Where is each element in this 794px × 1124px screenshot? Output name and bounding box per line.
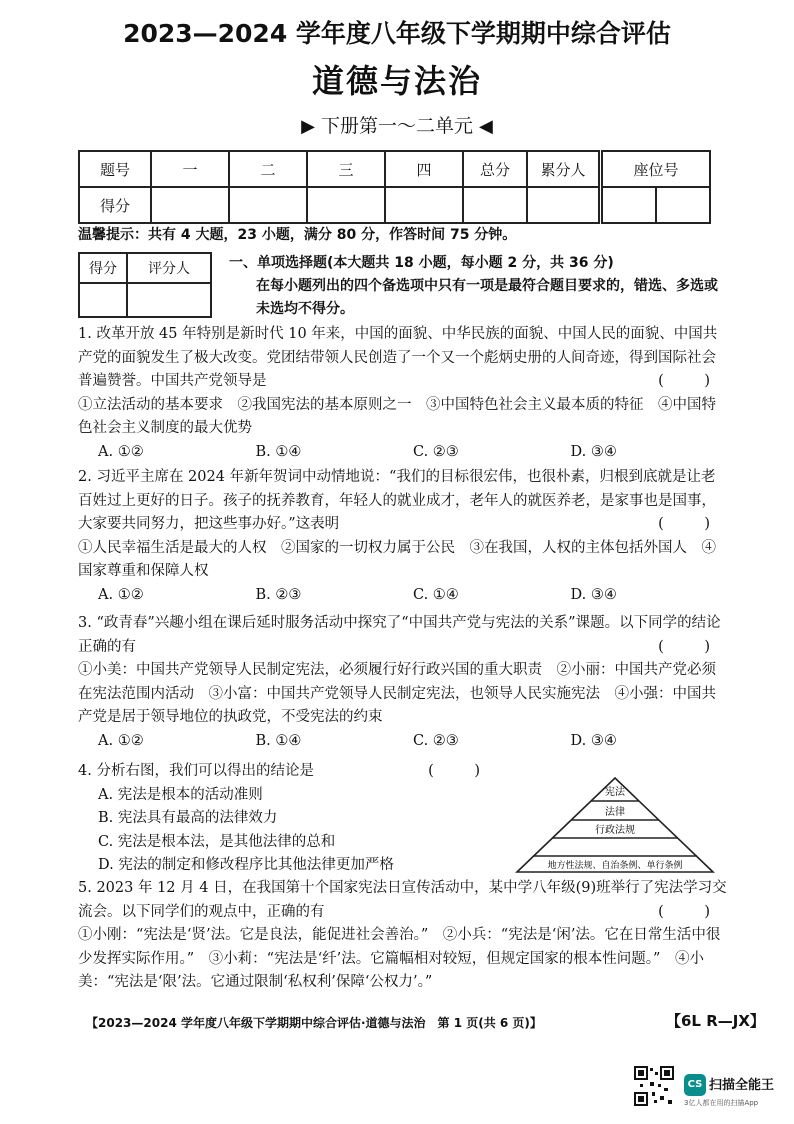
- option-a[interactable]: A. ①②: [98, 443, 144, 460]
- option-b[interactable]: B. ①④: [255, 732, 302, 749]
- options-row: [78, 441, 728, 465]
- score-cell: 一: [151, 151, 229, 187]
- question-3: [78, 612, 728, 753]
- option-b[interactable]: B. 宪法具有最高的法律效力: [98, 810, 278, 826]
- scanner-app-tagline: 3亿人都在用的扫描App: [684, 1099, 759, 1107]
- unit-text: 下册第一～二单元: [320, 115, 473, 137]
- section-instructions: 在每小题列出的四个备选项中只有一项是最符合题目要求的，错选、多选或未选均不得分。: [256, 278, 718, 317]
- score-cell: 二: [229, 151, 307, 187]
- answer-bracket[interactable]: ( ): [428, 763, 498, 779]
- option-b[interactable]: B. ②③: [255, 586, 302, 603]
- score-cell: 四: [385, 151, 463, 187]
- unit-label: [0, 111, 794, 138]
- question-statements: ①小美：中国共产党领导人民制定宪法，必须履行好行政兴国的重大职责 ②小丽：中国共产党必须在宪法范围内活动 ③小富：中国共产党领导人民制定宪法，也领导人民实施宪法 ④小强：中国共产党是居于领导地位的执政党，不受宪法的约束: [78, 662, 716, 725]
- exam-code: 【6L R—JX】: [666, 1012, 765, 1030]
- grader-table: [78, 252, 212, 318]
- question-stem: 2. 习近平主席在 2024 年新年贺词中动情地说：“我们的目标很宏伟，也很朴素，归根到底就是让老百姓过上更好的日子。孩子的抚养教育，年轻人的就业成才，老年人的就医养老，是家事也是国事，大家要共同努力，把这些事办好。”这表明: [78, 469, 716, 532]
- camscanner-logo-icon: CS: [684, 1074, 706, 1096]
- option-b[interactable]: B. ①④: [255, 443, 302, 460]
- grader-name-label: 评分人: [127, 253, 211, 283]
- question-statements: ①小刚：“宪法是‘贤’法。它是良法，能促进社会善治。” ②小兵：“宪法是‘闲’法。它在日常生活中很少发挥实际作用。” ③小莉：“宪法是‘纤’法。它篇幅相对较短，但规定国家的根本性问题。” ④小美：“宪法是‘限’法。它通过限制‘私权利’保障‘公权力’。”: [78, 927, 721, 990]
- seat-label: 座位号: [602, 151, 710, 187]
- seat-table: [601, 150, 711, 224]
- pyramid-level-3: 行政法规: [595, 825, 635, 836]
- question-4: [78, 760, 498, 878]
- score-cell: 题号: [79, 151, 151, 187]
- score-table-header-row: [79, 151, 599, 187]
- question-stem: 3. “政青春”兴趣小组在课后延时服务活动中探究了“中国共产党与宪法的关系”课题。以下同学的结论正确的有: [78, 615, 721, 655]
- score-input-cell[interactable]: [463, 187, 527, 223]
- question-stem: 4. 分析右图，我们可以得出的结论是: [78, 763, 314, 779]
- section-title: 一、单项选择题(本大题共 18 小题，每小题 2 分，共 36 分): [229, 255, 614, 271]
- option-c[interactable]: C. ②③: [413, 732, 459, 749]
- triangle-left-icon: ◀: [479, 116, 493, 137]
- seat-input-cell[interactable]: [602, 187, 656, 223]
- answer-bracket[interactable]: ( ): [658, 638, 728, 655]
- triangle-right-icon: ▶: [301, 116, 315, 137]
- option-c[interactable]: C. ①④: [413, 586, 459, 603]
- score-input-cell[interactable]: [307, 187, 385, 223]
- grader-score-label: 得分: [79, 253, 127, 283]
- pyramid-level-2: 法律: [605, 807, 625, 818]
- option-a[interactable]: A. 宪法是根本的活动准则: [98, 786, 263, 803]
- option-a[interactable]: A. ①②: [98, 586, 144, 603]
- option-d[interactable]: D. ③④: [570, 443, 617, 460]
- score-cell: 累分人: [527, 151, 599, 187]
- options-row: [78, 730, 728, 754]
- question-2: [78, 466, 728, 607]
- options-row: [78, 584, 728, 608]
- question-1: [78, 323, 728, 464]
- score-table: [78, 150, 600, 224]
- score-input-cell[interactable]: [527, 187, 599, 223]
- question-stem: 1. 改革开放 45 年特别是新时代 10 年来，中国的面貌、中华民族的面貌、中国人民的面貌、中国共产党的面貌发生了极大改变。党团结带领人民创造了一个又一个彪炳史册的人间奇迹，得到国际社会普遍赞誉。中国共产党领导是: [78, 326, 718, 389]
- score-input-cell[interactable]: [385, 187, 463, 223]
- exam-tip: 温馨提示：共有 4 大题，23 小题，满分 80 分，作答时间 75 分钟。: [78, 227, 517, 243]
- subject-title: 道德与法治: [311, 62, 482, 100]
- option-d[interactable]: D. ③④: [570, 732, 617, 749]
- answer-bracket[interactable]: ( ): [658, 373, 728, 389]
- scanner-app-name: 扫描全能王: [709, 1078, 775, 1093]
- option-a[interactable]: A. ①②: [98, 732, 144, 749]
- question-statements: ①立法活动的基本要求 ②我国宪法的基本原则之一 ③中国特色社会主义最本质的特征 ④中国特色社会主义制度的最大优势: [78, 396, 716, 436]
- pyramid-level-4: 地方性法规、自治条例、单行条例: [547, 861, 683, 871]
- option-c[interactable]: C. 宪法是根本法，是其他法律的总和: [98, 833, 336, 850]
- page-footer: 【2023—2024 学年度八年级下学期期中综合评估·道德与法治 第 1 页(共 6 页)】: [86, 1016, 542, 1030]
- pyramid-level-1: 宪法: [605, 787, 625, 798]
- question-statements: ①人民幸福生活是最大的人权 ②国家的一切权力属于公民 ③在我国，人权的主体包括外国人 ④国家尊重和保障人权: [78, 539, 716, 579]
- score-table-score-row: [79, 187, 599, 223]
- qr-code-icon: [634, 1066, 674, 1106]
- score-row-label: 得分: [79, 187, 151, 223]
- grader-score-cell[interactable]: [79, 283, 127, 317]
- option-c[interactable]: C. ②③: [413, 443, 459, 460]
- score-input-cell[interactable]: [229, 187, 307, 223]
- grader-name-cell[interactable]: [127, 283, 211, 317]
- question-stem: 5. 2023 年 12 月 4 日，在我国第十个国家宪法日宣传活动中，某中学八年级(9)班举行了宪法学习交流会。以下同学们的观点中，正确的有: [78, 880, 727, 920]
- score-input-cell[interactable]: [151, 187, 229, 223]
- seat-input-cell[interactable]: [656, 187, 710, 223]
- option-d[interactable]: D. 宪法的制定和修改程序比其他法律更加严格: [98, 857, 394, 873]
- score-cell: 总分: [463, 151, 527, 187]
- question-5: [78, 877, 728, 995]
- score-cell: 三: [307, 151, 385, 187]
- law-hierarchy-pyramid: [515, 776, 715, 876]
- answer-bracket[interactable]: ( ): [658, 903, 728, 920]
- exam-title: 2023—2024 学年度八年级下学期期中综合评估: [123, 19, 671, 48]
- answer-bracket[interactable]: ( ): [658, 516, 728, 532]
- option-d[interactable]: D. ③④: [570, 586, 617, 603]
